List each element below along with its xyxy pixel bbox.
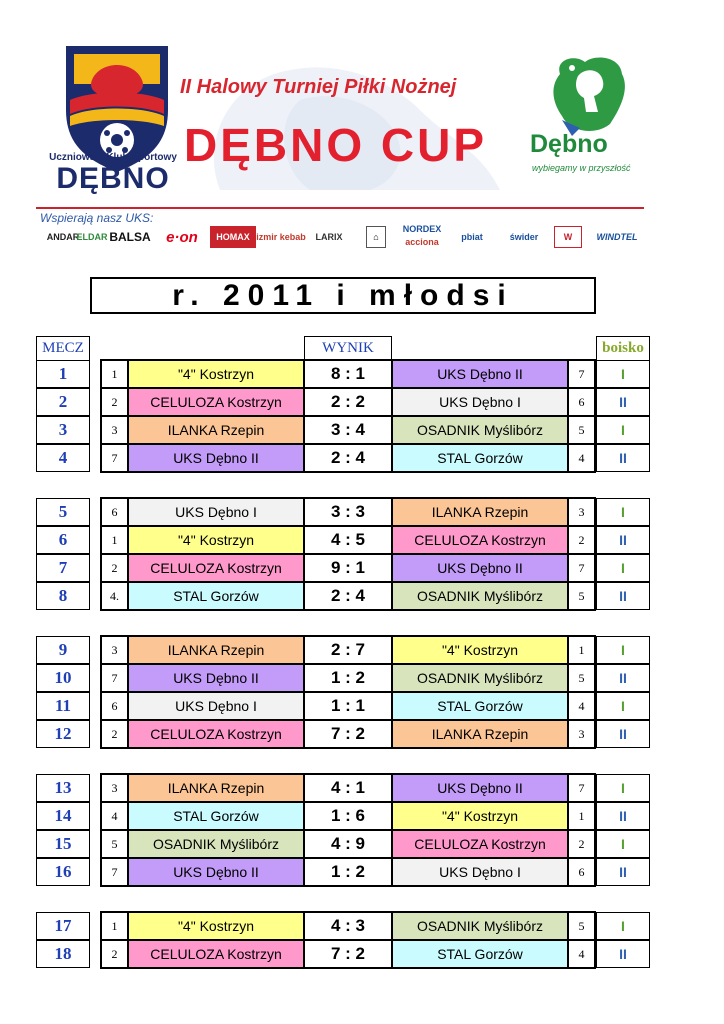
home-seed: 3: [100, 774, 128, 802]
match-score: 4 : 1: [304, 774, 392, 802]
group-divider: [100, 747, 596, 749]
home-team: CELULOZA Kostrzyn: [128, 388, 304, 416]
sponsor-logos: [44, 222, 644, 250]
home-team: "4" Kostrzyn: [128, 360, 304, 388]
home-seed: 4.: [100, 582, 128, 610]
table-row: [100, 858, 596, 886]
away-seed: 5: [568, 912, 596, 940]
pitch-number: II: [596, 720, 650, 748]
match-score: 4 : 5: [304, 526, 392, 554]
table-row: [100, 720, 596, 748]
pitch-number: I: [596, 830, 650, 858]
away-seed: 6: [568, 858, 596, 886]
home-team: OSADNIK Myślibórz: [128, 830, 304, 858]
home-team: CELULOZA Kostrzyn: [128, 940, 304, 968]
match-score: 8 : 1: [304, 360, 392, 388]
pitch-number: II: [596, 388, 650, 416]
home-seed: 2: [100, 554, 128, 582]
away-seed: 2: [568, 526, 596, 554]
away-seed: 7: [568, 774, 596, 802]
away-seed: 4: [568, 692, 596, 720]
group-divider: [100, 609, 596, 611]
home-seed: 2: [100, 720, 128, 748]
sponsor-logo: [448, 226, 496, 248]
sponsor-logo: [308, 226, 350, 248]
home-team: STAL Gorzów: [128, 582, 304, 610]
home-team: "4" Kostrzyn: [128, 912, 304, 940]
match-score: 1 : 1: [304, 692, 392, 720]
away-team: "4" Kostrzyn: [392, 802, 568, 830]
club-caption: Uczniowski Klub Sportowy: [49, 152, 177, 163]
home-seed: 4: [100, 802, 128, 830]
away-team: UKS Dębno II: [392, 360, 568, 388]
away-team: CELULOZA Kostrzyn: [392, 526, 568, 554]
match-score: 1 : 2: [304, 664, 392, 692]
match-number: 11: [36, 692, 90, 720]
pitch-number: II: [596, 802, 650, 830]
match-number: 9: [36, 636, 90, 664]
sponsor-name: BALSA: [109, 230, 151, 244]
home-team: UKS Dębno I: [128, 692, 304, 720]
town-emblem-icon: [550, 54, 630, 136]
pitch-number: I: [596, 554, 650, 582]
away-seed: 7: [568, 554, 596, 582]
group-divider: [100, 911, 596, 913]
sponsor-logo: [500, 226, 548, 248]
tournament-title: DĘBNO CUP: [184, 119, 488, 171]
sponsor-logo: [400, 235, 444, 249]
match-number: 16: [36, 858, 90, 886]
match-score: 1 : 6: [304, 802, 392, 830]
away-team: OSADNIK Myślibórz: [392, 582, 568, 610]
home-seed: 7: [100, 858, 128, 886]
table-row: [100, 774, 596, 802]
sponsor-logo: [400, 222, 444, 236]
pitch-number: I: [596, 498, 650, 526]
match-number: 8: [36, 582, 90, 610]
home-team: "4" Kostrzyn: [128, 526, 304, 554]
match-score: 3 : 4: [304, 416, 392, 444]
match-score: 3 : 3: [304, 498, 392, 526]
away-seed: 3: [568, 720, 596, 748]
home-seed: 6: [100, 692, 128, 720]
match-number: 5: [36, 498, 90, 526]
sponsor-logo: [46, 226, 80, 248]
pitch-number: II: [596, 444, 650, 472]
page-header: [0, 0, 724, 250]
sponsor-name: LARIX: [315, 232, 343, 242]
match-score: 1 : 2: [304, 858, 392, 886]
home-seed: 7: [100, 664, 128, 692]
town-name: Dębno: [530, 130, 608, 158]
table-row: [100, 664, 596, 692]
sponsor-logo: [76, 226, 108, 248]
away-seed: 4: [568, 444, 596, 472]
home-seed: 5: [100, 830, 128, 858]
sponsor-name: NORDEX: [402, 224, 442, 234]
table-row: [100, 388, 596, 416]
match-score: 4 : 3: [304, 912, 392, 940]
match-score: 4 : 9: [304, 830, 392, 858]
away-seed: 4: [568, 940, 596, 968]
group-divider: [100, 471, 596, 473]
away-team: STAL Gorzów: [392, 940, 568, 968]
sponsor-name: pbiat: [461, 232, 483, 242]
group-divider: [100, 773, 596, 775]
table-row: [100, 554, 596, 582]
sponsor-name: HOMAX: [216, 232, 250, 242]
away-team: STAL Gorzów: [392, 692, 568, 720]
group-divider: [100, 497, 596, 499]
away-seed: 3: [568, 498, 596, 526]
town-slogan: wybiegamy w przyszłość: [532, 163, 631, 173]
away-team: ILANKA Rzepin: [392, 498, 568, 526]
house-icon: ⌂: [366, 226, 386, 248]
home-seed: 1: [100, 912, 128, 940]
home-team: UKS Dębno I: [128, 498, 304, 526]
sponsor-name: acciona: [405, 237, 439, 247]
away-seed: 1: [568, 802, 596, 830]
tournament-subtitle: II Halowy Turniej Piłki Nożnej: [180, 76, 457, 98]
table-row: [100, 526, 596, 554]
sponsor-logo: [592, 226, 642, 248]
sponsor-name: ELDAR: [76, 232, 108, 242]
home-team: CELULOZA Kostrzyn: [128, 554, 304, 582]
group-divider: [100, 635, 596, 637]
away-team: STAL Gorzów: [392, 444, 568, 472]
match-score: 2 : 4: [304, 582, 392, 610]
column-header-pitch: boisko: [596, 336, 650, 361]
home-team: UKS Dębno II: [128, 664, 304, 692]
away-seed: 5: [568, 416, 596, 444]
sponsor-logo: [256, 226, 306, 248]
match-score: 7 : 2: [304, 720, 392, 748]
sponsors-caption: Wspierają nasz UKS:: [40, 211, 154, 225]
away-team: OSADNIK Myślibórz: [392, 664, 568, 692]
home-seed: 2: [100, 940, 128, 968]
home-seed: 1: [100, 526, 128, 554]
pitch-number: II: [596, 582, 650, 610]
away-seed: 6: [568, 388, 596, 416]
header-divider: [36, 207, 644, 209]
away-seed: 7: [568, 360, 596, 388]
column-header-score: WYNIK: [304, 336, 392, 361]
match-number: 1: [36, 360, 90, 388]
sponsor-logo: [158, 226, 206, 248]
match-number: 3: [36, 416, 90, 444]
away-team: UKS Dębno I: [392, 858, 568, 886]
table-row: [100, 830, 596, 858]
home-seed: 7: [100, 444, 128, 472]
table-row: [100, 940, 596, 968]
sponsor-name: e·on: [166, 228, 198, 246]
table-row: [100, 360, 596, 388]
away-team: UKS Dębno II: [392, 774, 568, 802]
match-score: 2 : 2: [304, 388, 392, 416]
match-number: 13: [36, 774, 90, 802]
pitch-number: I: [596, 360, 650, 388]
match-number: 7: [36, 554, 90, 582]
match-number: 18: [36, 940, 90, 968]
sponsor-name: ANDAR: [46, 232, 80, 242]
match-number: 15: [36, 830, 90, 858]
group-divider: [100, 885, 596, 887]
home-seed: 3: [100, 636, 128, 664]
pitch-number: II: [596, 526, 650, 554]
group-divider: [100, 359, 596, 361]
sponsor-name: świder: [509, 232, 539, 242]
match-score: 2 : 7: [304, 636, 392, 664]
table-row: [100, 416, 596, 444]
pitch-number: II: [596, 940, 650, 968]
pitch-number: I: [596, 774, 650, 802]
match-number: 4: [36, 444, 90, 472]
category-title: r. 2011 i młodsi: [172, 278, 514, 312]
sponsor-logo: [210, 226, 256, 248]
club-name: DĘBNO: [56, 162, 170, 195]
home-team: STAL Gorzów: [128, 802, 304, 830]
table-row: [100, 802, 596, 830]
pitch-number: II: [596, 858, 650, 886]
w-logo-icon: W: [554, 226, 582, 248]
table-row: [100, 636, 596, 664]
match-number: 12: [36, 720, 90, 748]
match-number: 14: [36, 802, 90, 830]
away-seed: 5: [568, 582, 596, 610]
sponsor-name: izmir kebab: [256, 232, 306, 242]
away-team: OSADNIK Myślibórz: [392, 416, 568, 444]
pitch-number: I: [596, 416, 650, 444]
match-score: 7 : 2: [304, 940, 392, 968]
away-team: UKS Dębno I: [392, 388, 568, 416]
home-team: CELULOZA Kostrzyn: [128, 720, 304, 748]
table-row: [100, 582, 596, 610]
pitch-number: I: [596, 692, 650, 720]
table-row: [100, 912, 596, 940]
group-divider: [100, 967, 596, 969]
home-seed: 6: [100, 498, 128, 526]
table-row: [100, 444, 596, 472]
home-team: ILANKA Rzepin: [128, 774, 304, 802]
away-team: UKS Dębno II: [392, 554, 568, 582]
away-seed: 5: [568, 664, 596, 692]
home-seed: 2: [100, 388, 128, 416]
home-seed: 1: [100, 360, 128, 388]
match-number: 6: [36, 526, 90, 554]
away-seed: 1: [568, 636, 596, 664]
match-number: 10: [36, 664, 90, 692]
away-team: "4" Kostrzyn: [392, 636, 568, 664]
away-team: OSADNIK Myślibórz: [392, 912, 568, 940]
home-team: ILANKA Rzepin: [128, 636, 304, 664]
category-title-box: [90, 277, 596, 314]
home-team: UKS Dębno II: [128, 444, 304, 472]
sponsor-name: WINDTEL: [596, 232, 638, 242]
match-score: 9 : 1: [304, 554, 392, 582]
column-header-match: MECZ: [36, 336, 90, 361]
pitch-number: II: [596, 664, 650, 692]
match-number: 17: [36, 912, 90, 940]
match-score: 2 : 4: [304, 444, 392, 472]
table-row: [100, 498, 596, 526]
home-team: ILANKA Rzepin: [128, 416, 304, 444]
sponsor-logo: [106, 226, 154, 248]
away-team: CELULOZA Kostrzyn: [392, 830, 568, 858]
pitch-number: I: [596, 912, 650, 940]
away-team: ILANKA Rzepin: [392, 720, 568, 748]
home-team: UKS Dębno II: [128, 858, 304, 886]
table-row: [100, 692, 596, 720]
pitch-number: I: [596, 636, 650, 664]
match-number: 2: [36, 388, 90, 416]
away-seed: 2: [568, 830, 596, 858]
home-seed: 3: [100, 416, 128, 444]
